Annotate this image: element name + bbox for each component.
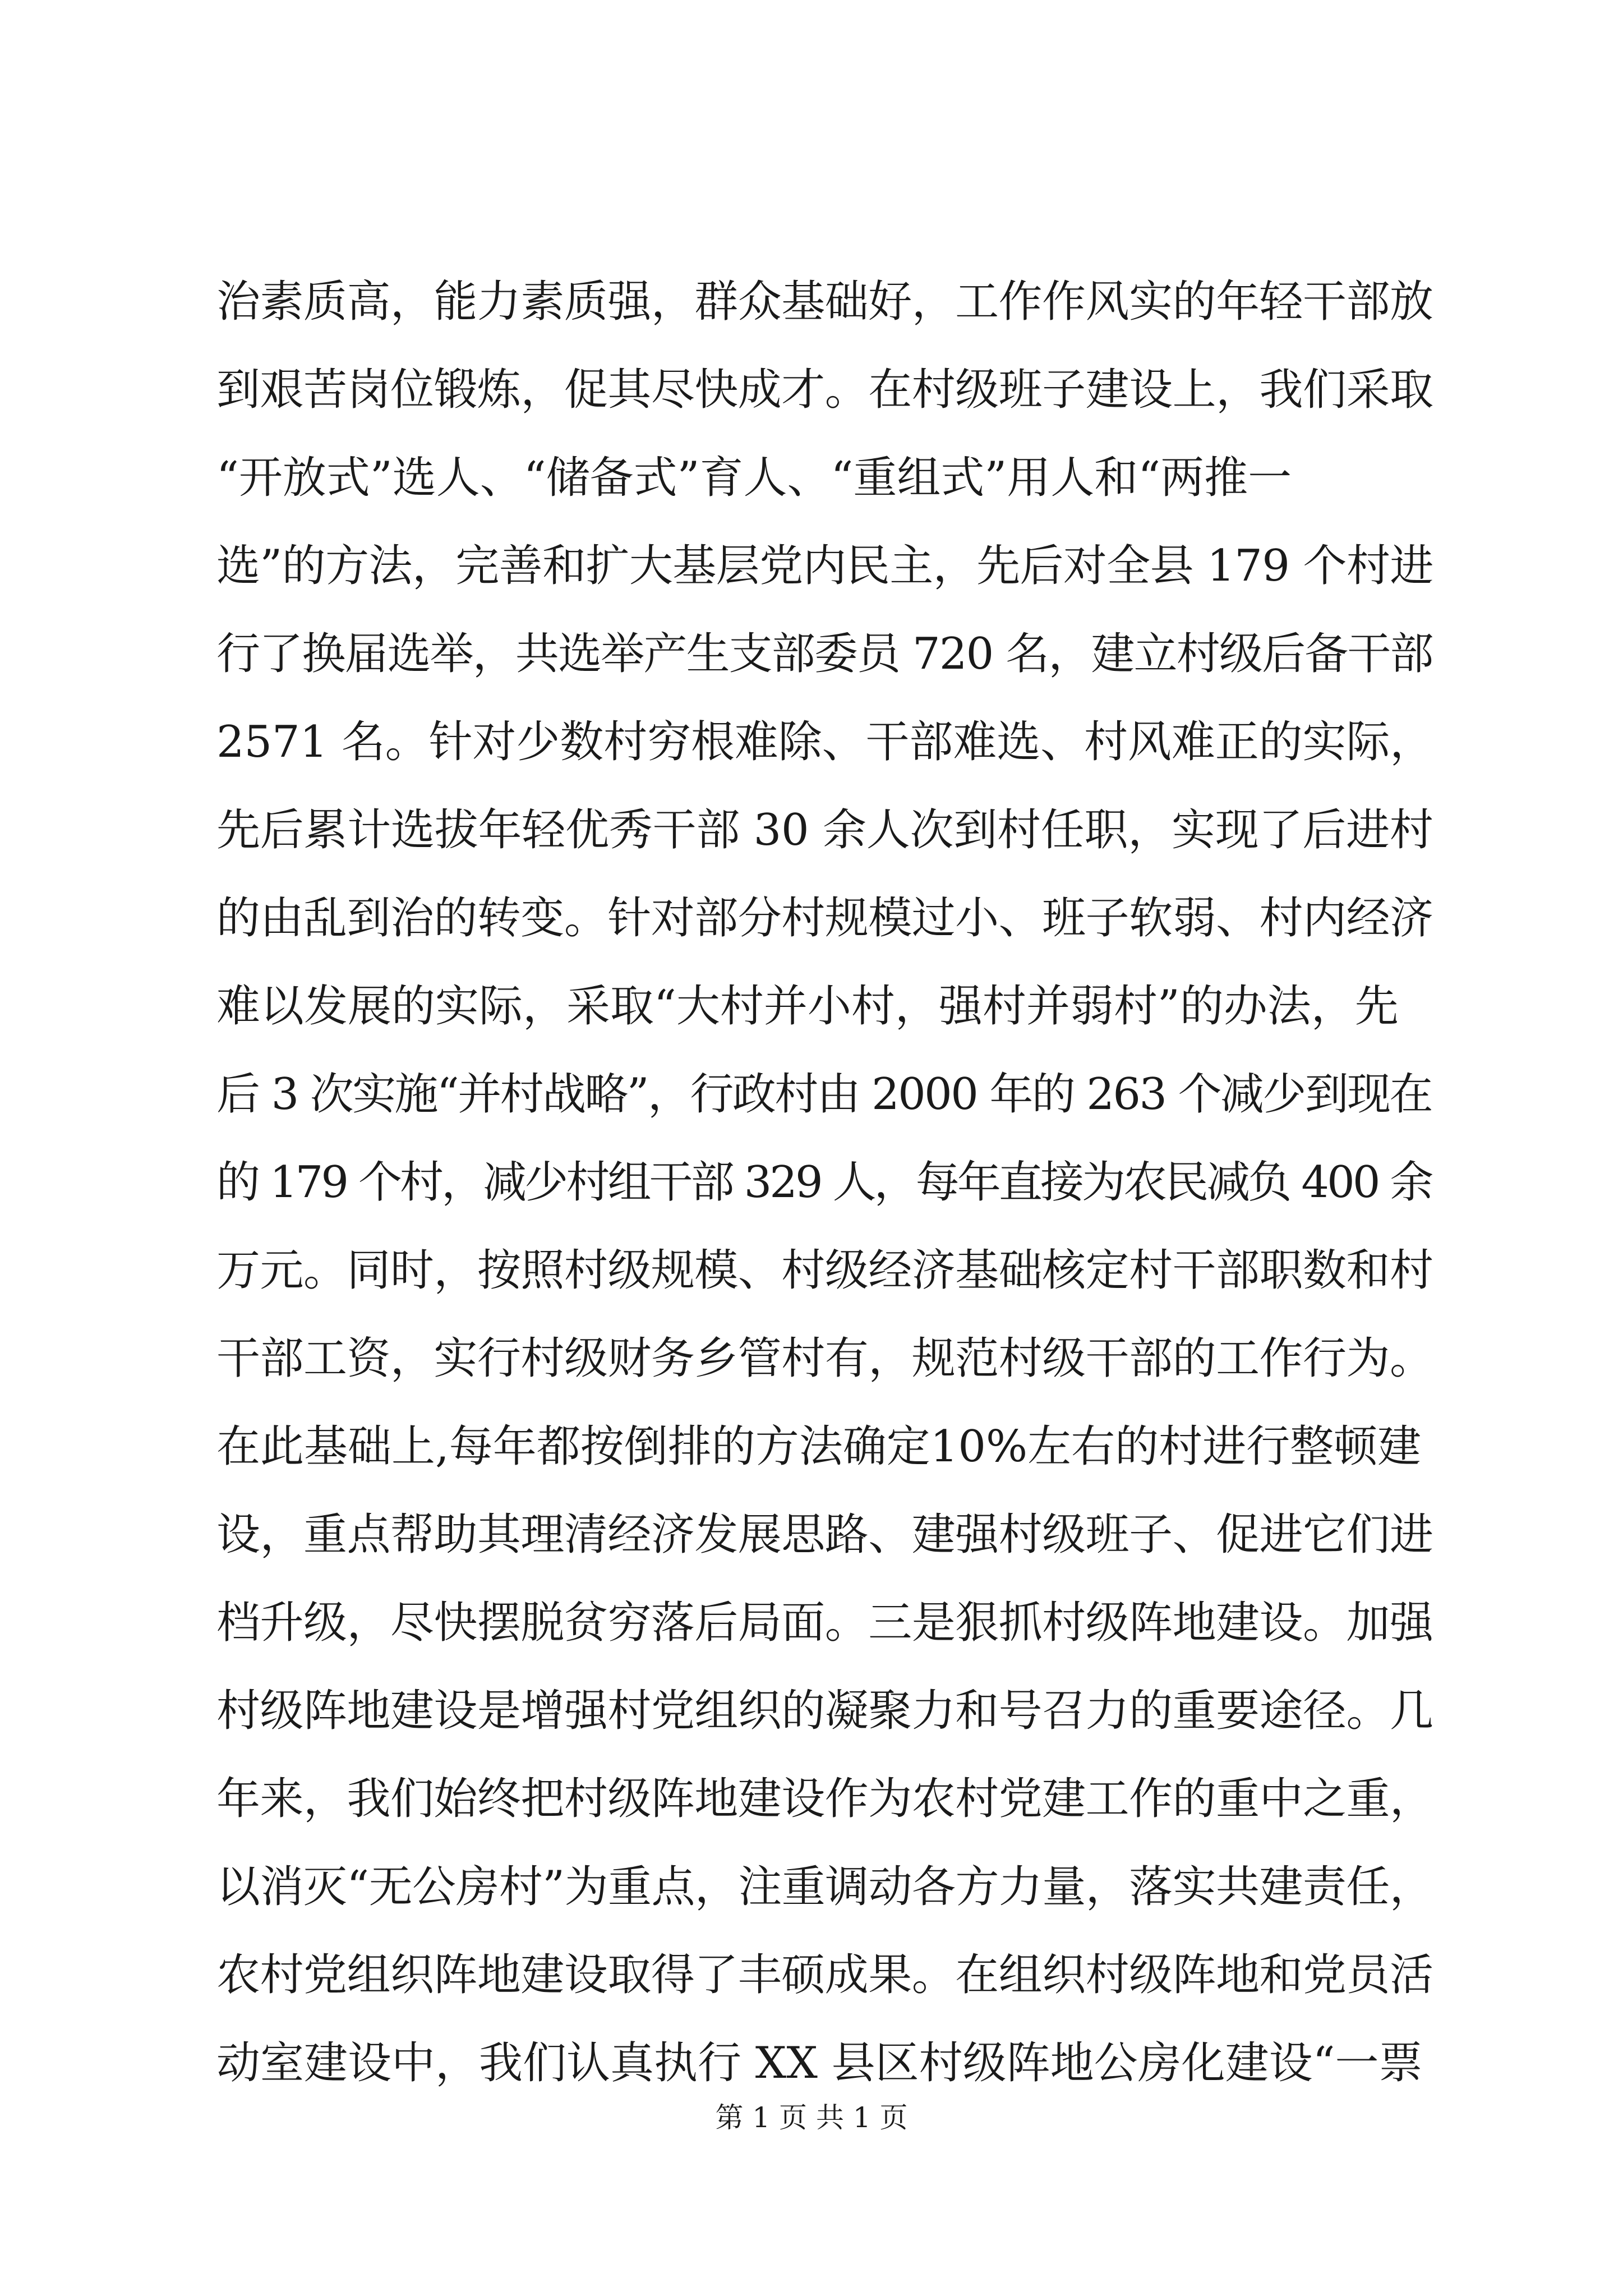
text-line: 选”的方法，完善和扩大基层党内民主，先后对全县 179 个村进: [216, 541, 1433, 591]
text-line: 动室建设中，我们认真执行 XX 县区村级阵地公房化建设“一票: [216, 2038, 1423, 2088]
text-line: 档升级，尽快摆脱贫穷落后局面。三是狠抓村级阵地建设。加强: [216, 1598, 1433, 1648]
text-line: 设，重点帮助其理清经济发展思路、建强村级班子、促进它们进: [216, 1510, 1433, 1560]
text-line: 的 179 个村，减少村组干部 329 人，每年直接为农民减负 400 余: [216, 1157, 1432, 1208]
text-line: 到艰苦岗位锻炼，促其尽快成才。在村级班子建设上，我们采取: [216, 365, 1433, 415]
text-line: 农村党组织阵地建设取得了丰硕成果。在组织村级阵地和党员活: [216, 1950, 1433, 2000]
text-line: 先后累计选拔年轻优秀干部 30 余人次到村任职，实现了后进村: [216, 805, 1433, 855]
text-line: “开放式”选人、“储备式”育人、“重组式”用人和“两推一: [216, 453, 1292, 503]
text-line: 年来，我们始终把村级阵地建设作为农村党建工作的重中之重，: [216, 1774, 1433, 1824]
page-footer: 第 1 页 共 1 页: [715, 2101, 908, 2134]
text-line: 以消灭“无公房村”为重点，注重调动各方力量，落实共建责任，: [216, 1862, 1433, 1912]
text-line: 难以发展的实际，采取“大村并小村，强村并弱村”的办法，先: [216, 981, 1399, 1032]
text-line: 的由乱到治的转变。针对部分村规模过小、班子软弱、村内经济: [216, 893, 1433, 944]
text-line: 村级阵地建设是增强村党组织的凝聚力和号召力的重要途径。几: [216, 1686, 1433, 1736]
body-text: [216, 258, 1433, 2108]
text-line: 在此基础上,每年都按倒排的方法确定10%左右的村进行整顿建: [216, 1421, 1422, 1472]
text-line: 治素质高，能力素质强，群众基础好，工作作风实的年轻干部放: [216, 277, 1433, 327]
text-line: 行了换届选举，共选举产生支部委员 720 名，建立村级后备干部: [216, 629, 1433, 679]
text-line: 万元。同时，按照村级规模、村级经济基础核定村干部职数和村: [216, 1245, 1433, 1296]
text-line: 2571 名。针对少数村穷根难除、干部难选、村风难正的实际，: [216, 717, 1434, 767]
text-line: 干部工资，实行村级财务乡管村有，规范村级干部的工作行为。: [216, 1333, 1433, 1384]
text-line: 后 3 次实施“并村战略”，行政村由 2000 年的 263 个减少到现在: [216, 1069, 1432, 1120]
